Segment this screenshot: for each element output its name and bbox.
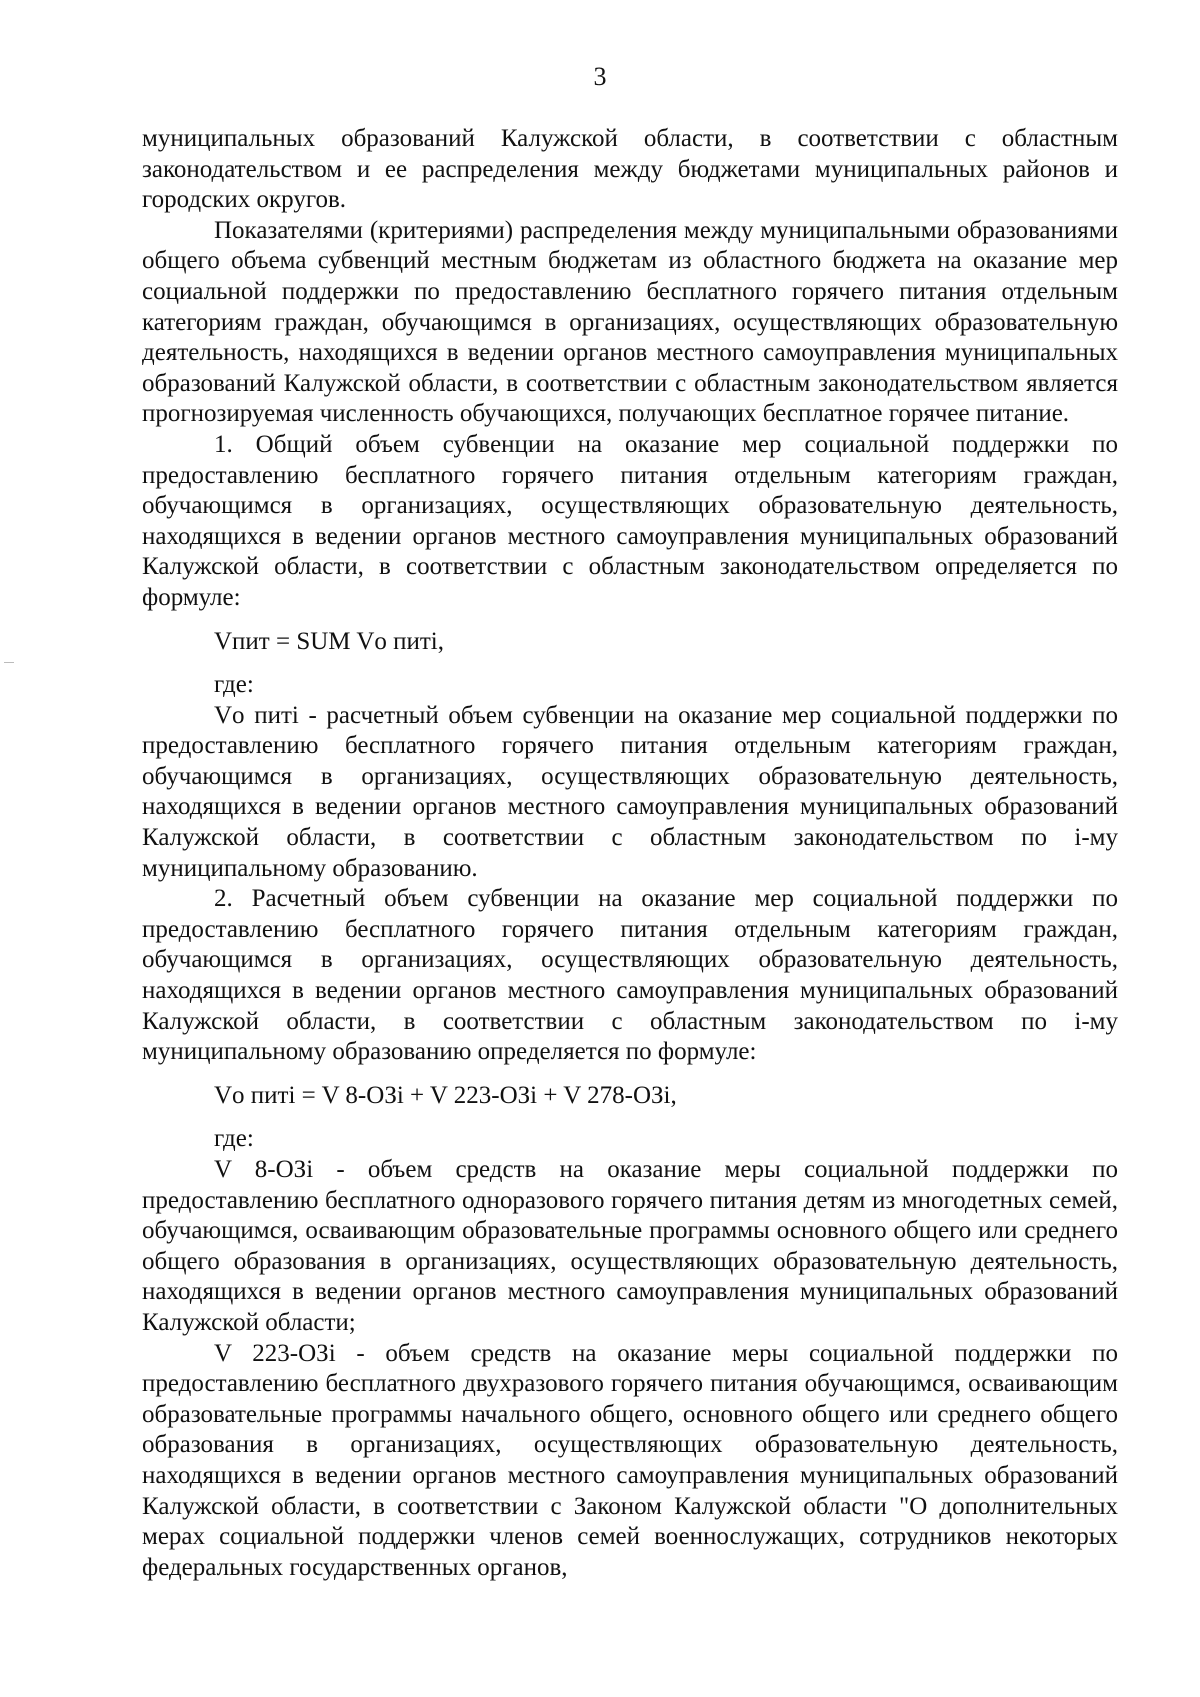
- document-body: [142, 124, 1118, 1583]
- formula-total: Vпит = SUM Vо питi,: [214, 627, 445, 655]
- paragraph-criteria: Показателями (критериями) распределения между муниципальными образованиями общего объема субвенций местным бюджетам из областного бюджета на оказание мер социальной поддержки по предоставлению бесплатного горячего питания отдельным категориям граждан, обучающимся в организациях, осуществляющих образовательную деятельность, находящихся в ведении органов местного самоуправления муниципальных образований Калужской области, в соответствии с областным законодательством является прогнозируемая численность обучающихся, получающих бесплатное горячее питание.: [142, 216, 1118, 428]
- scan-margin-mark: [4, 662, 14, 663]
- paragraph-item-2: 2. Расчетный объем субвенции на оказание мер социальной поддержки по предоставлению бесплатного горячего питания отдельным категориям граждан, обучающимся в организациях, осуществляющих образовательную деятельность, находящихся в ведении органов местного самоуправления муниципальных образований Калужской области, в соответствии с областным законодательством по i-му муниципальному образованию определяется по формуле:: [142, 885, 1118, 1066]
- formula-where-label-2: где:: [214, 1125, 254, 1153]
- page-number: 3: [593, 62, 607, 91]
- paragraph-continuation: муниципальных образований Калужской области, в соответствии с областным законодательством и ее распределения между бюджетами муниципальных районов и городских округов.: [142, 125, 1118, 214]
- paragraph-definition-v223: V 223-ОЗi - объем средств на оказание меры социальной поддержки по предоставлению бесплатного двухразового горячего питания обучающимся, осваивающим образовательные программы начального общего, основного общего или среднего общего образования в организациях, осуществляющих образовательную деятельность, находящихся в ведении органов местного самоуправления муниципальных образований Калужской области, в соответствии с Законом Калужской области "О дополнительных мерах социальной поддержки членов семей военнослужащих, сотрудников некоторых федеральных государственных органов,: [142, 1339, 1118, 1581]
- paragraph-definition-v8: V 8-ОЗi - объем средств на оказание меры социальной поддержки по предоставлению бесплатного одноразового горячего питания детям из многодетных семей, обучающимся, осваивающим образовательные программы основного общего или среднего общего образования в организациях, осуществляющих образовательную деятельность, находящихся в ведении органов местного самоуправления муниципальных образований Калужской области;: [142, 1156, 1118, 1336]
- formula-calculated: Vо питi = V 8-ОЗi + V 223-ОЗi + V 278-ОЗi,: [214, 1081, 677, 1109]
- paragraph-definition-vo-pit: Vо питi - расчетный объем субвенции на оказание мер социальной поддержки по предоставлению бесплатного горячего питания отдельным категориям граждан, обучающимся в организациях, осуществляющих образовательную деятельность, находящихся в ведении органов местного самоуправления муниципальных образований Калужской области, в соответствии с областным законодательством по i-му муниципальному образованию.: [142, 701, 1118, 882]
- formula-where-label: где:: [214, 671, 254, 699]
- paragraph-item-1: 1. Общий объем субвенции на оказание мер социальной поддержки по предоставлению бесплатного горячего питания отдельным категориям граждан, обучающимся в организациях, осуществляющих образовательную деятельность, находящихся в ведении органов местного самоуправления муниципальных образований Калужской области, в соответствии с областным законодательством определяется по формуле:: [142, 430, 1118, 611]
